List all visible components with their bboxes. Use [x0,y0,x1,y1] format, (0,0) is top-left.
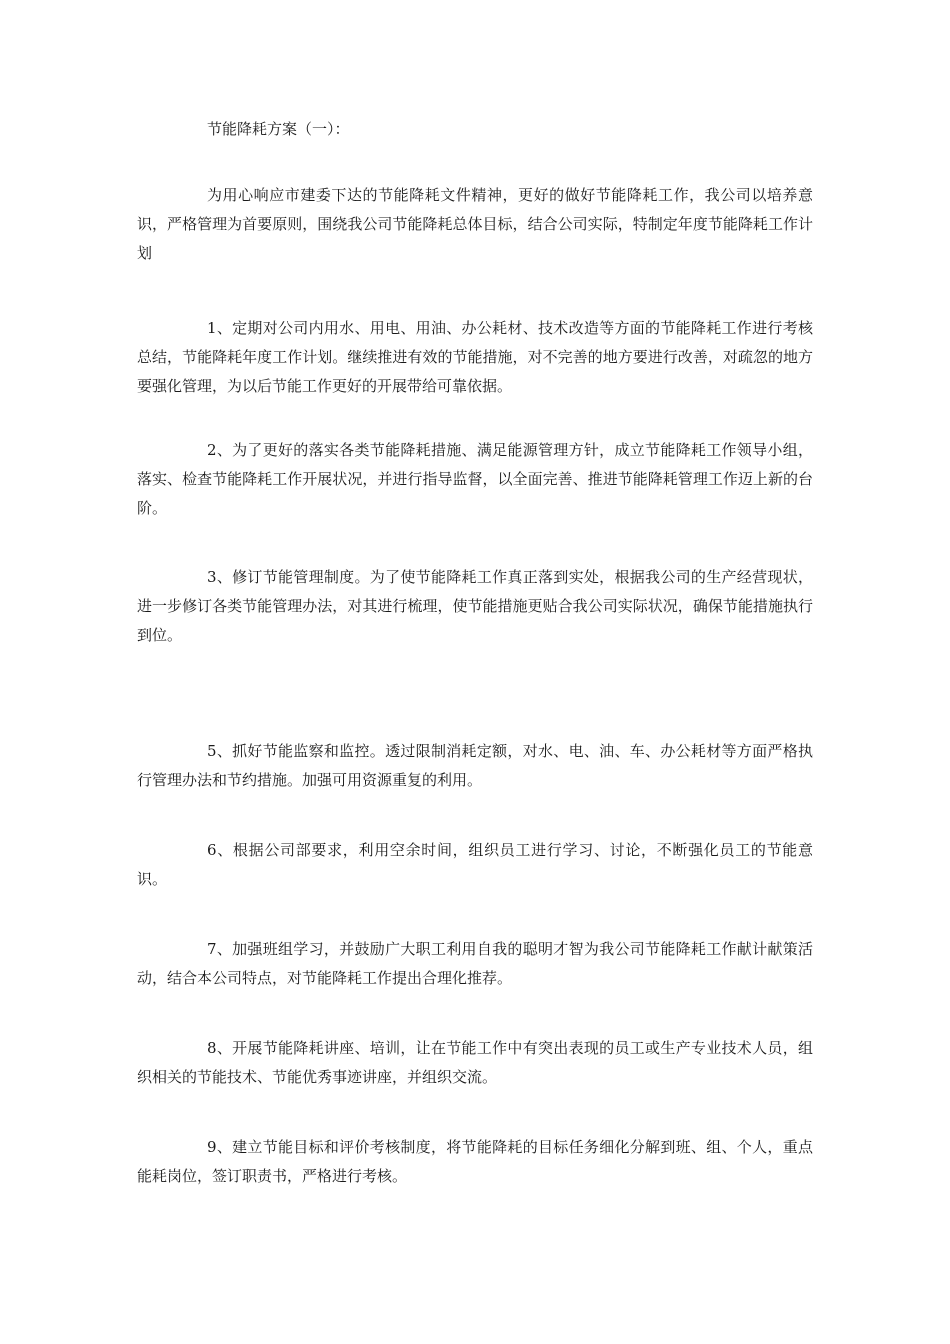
plan-item-7: 7、加强班组学习，并鼓励广大职工利用自我的聪明才智为我公司节能降耗工作献计献策活动，结合本公司特点，对节能降耗工作提出合理化推荐。 [137,940,813,987]
intro-paragraph: 为用心响应市建委下达的节能降耗文件精神，更好的做好节能降耗工作，我公司以培养意识，严格管理为首要原则，围绕我公司节能降耗总体目标，结合公司实际，特制定年度节能降耗工作计划 [137,186,813,262]
plan-item-9: 9、建立节能目标和评价考核制度，将节能降耗的目标任务细化分解到班、组、个人，重点能耗岗位，签订职责书，严格进行考核。 [137,1138,813,1185]
plan-item-8: 8、开展节能降耗讲座、培训，让在节能工作中有突出表现的员工或生产专业技术人员，组织相关的节能技术、节能优秀事迹讲座，并组织交流。 [137,1039,813,1086]
document-title: 节能降耗方案（一）： [207,120,350,138]
plan-item-2: 2、为了更好的落实各类节能降耗措施、满足能源管理方针，成立节能降耗工作领导小组，落实、检查节能降耗工作开展状况，并进行指导监督，以全面完善、推进节能降耗管理工作迈上新的台阶。 [137,441,813,517]
plan-item-5: 5、抓好节能监察和监控。透过限制消耗定额，对水、电、油、车、办公耗材等方面严格执行管理办法和节约措施。加强可用资源重复的利用。 [137,742,813,789]
plan-item-6: 6、根据公司部要求，利用空余时间，组织员工进行学习、讨论，不断强化员工的节能意识。 [137,841,813,888]
plan-item-3: 3、修订节能管理制度。为了使节能降耗工作真正落到实处，根据我公司的生产经营现状，进一步修订各类节能管理办法，对其进行梳理，使节能措施更贴合我公司实际状况，确保节能措施执行到位。 [137,568,813,644]
plan-item-1: 1、定期对公司内用水、用电、用油、办公耗材、技术改造等方面的节能降耗工作进行考核总结，节能降耗年度工作计划。继续推进有效的节能措施，对不完善的地方要进行改善，对疏忽的地方要强化管理，为以后节能工作更好的开展带给可靠依据。 [137,319,813,395]
